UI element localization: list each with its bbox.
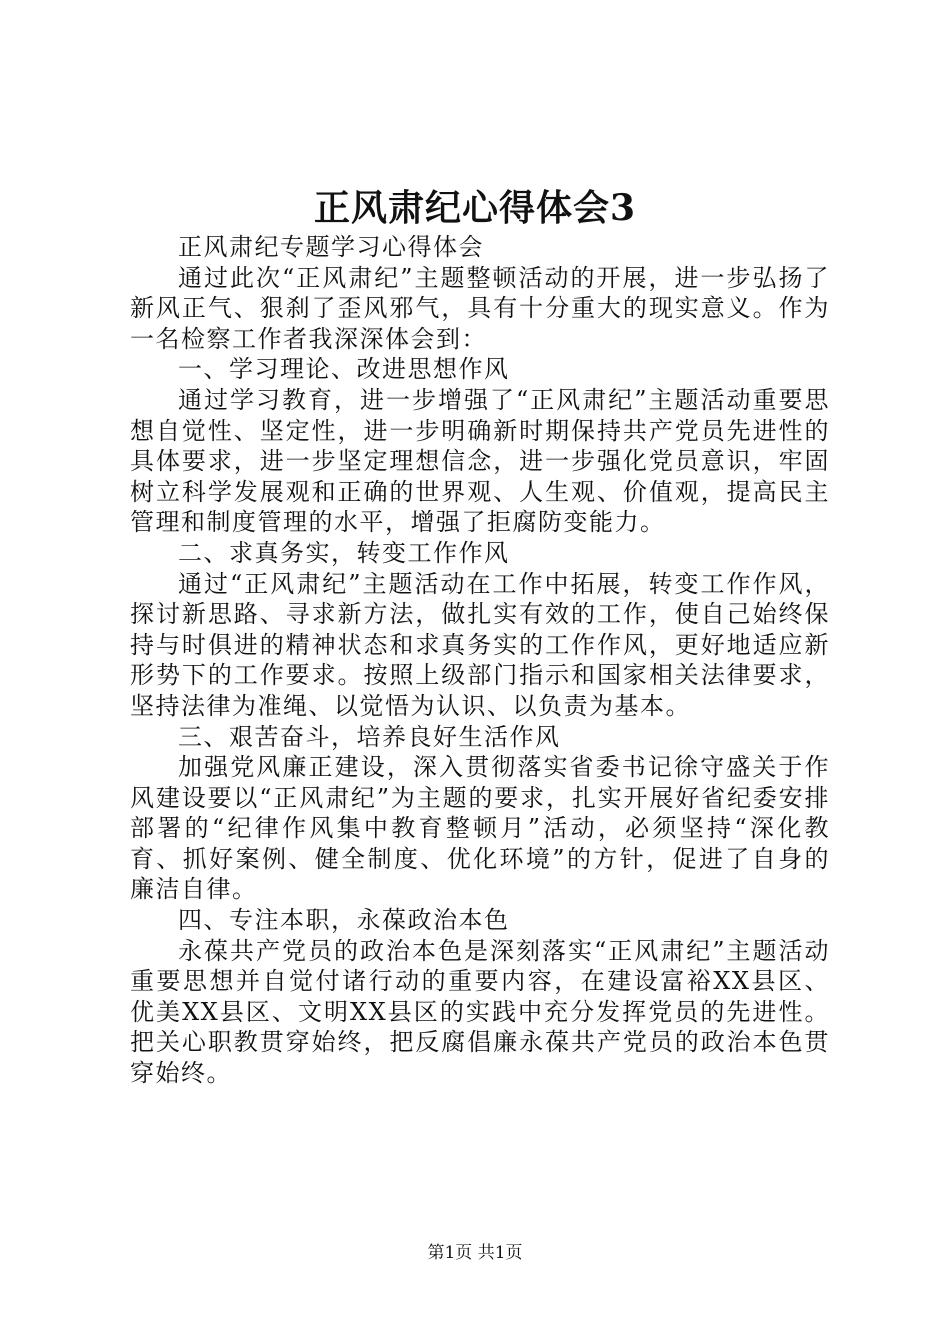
paragraph-section-2: 通过“正风肃纪”主题活动在工作中拓展，转变工作作风，探讨新思路、寻求新方法，做扎实有效的工作，使自己始终保持与时俱进的精神状态和求真务实的工作作风，更好地适应新形势下的工作要求。按照上级部门指示和国家相关法律要求，坚持法律为准绳、以觉悟为认识、以负责为基本。 <box>130 569 830 720</box>
section-heading-4: 四、专注本职，永葆政治本色 <box>178 906 510 935</box>
paragraph-section-1: 通过学习教育，进一步增强了“正风肃纪”主题活动重要思想自觉性、坚定性，进一步明确新时期保持共产党员先进性的具体要求，进一步坚定理想信念，进一步强化党员意识，牢固树立科学发展观和正确的世界观、人生观、价值观，提高民主管理和制度管理的水平，增强了拒腐防变能力。 <box>130 385 830 537</box>
paragraph-subtitle: 正风肃纪专题学习心得体会 <box>178 233 484 261</box>
paragraph-intro: 通过此次“正风肃纪”主题整顿活动的开展，进一步弘扬了新风正气、狠刹了歪风邪气，具有十分重大的现实意义。作为一名检察工作者我深深体会到： <box>130 263 830 353</box>
page-footer: 第1页 共1页 <box>427 1243 523 1263</box>
paragraph-section-4: 永葆共产党员的政治本色是深刻落实“正风肃纪”主题活动重要思想并自觉付诸行动的重要内容，在建设富裕XX县区、优美XX县区、文明XX县区的实践中充分发挥党员的先进性。把关心职教贯穿始终，把反腐倡廉永葆共产党员的政治本色贯穿始终。 <box>130 936 830 1088</box>
section-heading-3: 三、艰苦奋斗，培养良好生活作风 <box>178 722 561 751</box>
paragraph-section-3: 加强党风廉正建设，深入贯彻落实省委书记徐守盛关于作风建设要以“正风肃纪”为主题的要求，扎实开展好省纪委安排部署的“纪律作风集中教育整顿月”活动，必须坚持“深化教育、抓好案例、健全制度、优化环境”的方针，促进了自身的廉洁自律。 <box>130 753 830 904</box>
section-heading-1: 一、学习理论、改进思想作风 <box>178 355 510 384</box>
document-body <box>130 232 830 1089</box>
section-heading-2: 二、求真务实，转变工作作风 <box>178 538 510 567</box>
document-title: 正风肃纪心得体会3 <box>313 187 637 229</box>
